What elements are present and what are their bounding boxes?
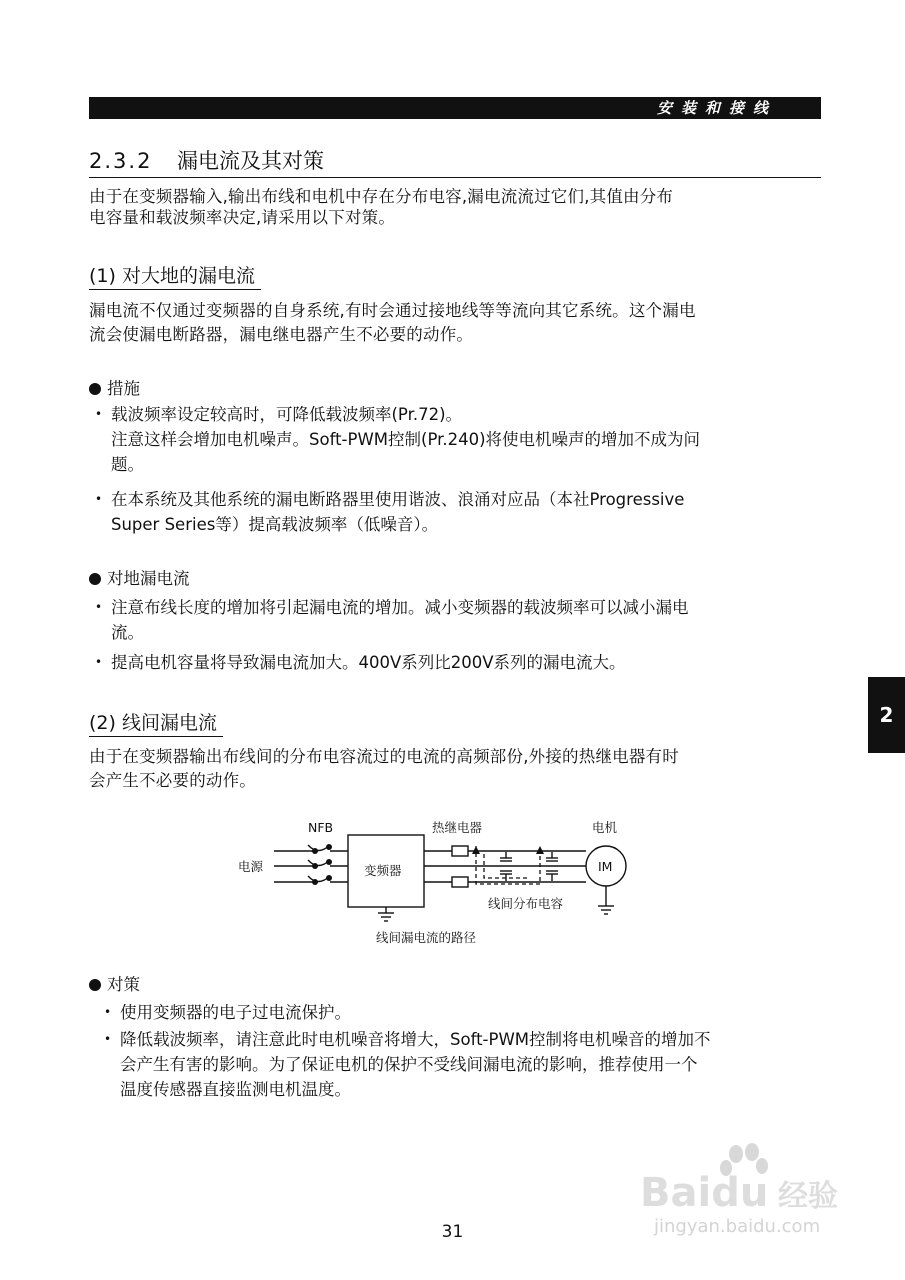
- diagram-capacitance-label: 线间分布电容: [488, 896, 564, 911]
- ground-current-item-1-line-2: 流。: [111, 623, 144, 642]
- bullet-marker: •: [95, 655, 103, 669]
- countermeasures-item-1: [104, 1000, 829, 1025]
- section-heading: 漏电流及其对策: [177, 149, 324, 173]
- section-intro-line-1: 由于在变频器输入,输出布线和电机中存在分布电容,漏电流流过它们,其值由分布: [89, 187, 674, 206]
- line-leak-desc-line-1: 由于在变频器输出布线间的分布电容流过的电流的高频部份,外接的热继电器有时: [89, 747, 679, 766]
- chapter-tab: 2: [868, 677, 905, 753]
- line-leak-desc-line-2: 会产生不必要的动作。: [89, 771, 256, 790]
- ground-current-item-2: [95, 650, 829, 675]
- measures-item-1-line-2: 注意这样会增加电机噪声。Soft-PWM控制(Pr.240)将使电机噪声的增加不成为问: [111, 430, 701, 449]
- ground-leak-desc-line-2: 流会使漏电断路器，漏电继电器产生不必要的动作。: [89, 325, 474, 344]
- section-intro-line-2: 电容量和载波频率决定,请采用以下对策。: [89, 208, 396, 227]
- ground-current-heading: [89, 568, 190, 590]
- watermark-product: 经验: [778, 1179, 838, 1214]
- diagram-relay-label: 热继电器: [432, 820, 483, 835]
- bullet-marker: •: [104, 1005, 112, 1019]
- diagram-source-label: 电源: [238, 859, 264, 874]
- measures-heading: [89, 378, 140, 400]
- bullet-marker: •: [95, 407, 103, 421]
- countermeasures-item-2-line-1: 降低载波频率，请注意此时电机噪音将增大，Soft-PWM控制将电机噪音的增加不: [120, 1030, 711, 1049]
- diagram-caption: 线间漏电流的路径: [376, 930, 477, 945]
- countermeasures-heading: [89, 974, 140, 996]
- line-leak-title: (2) 线间漏电流: [89, 710, 223, 737]
- countermeasures-item-2-line-3: 温度传感器直接监测电机温度。: [120, 1080, 351, 1099]
- header-text: 安装和接线: [656, 99, 777, 117]
- section-number: 2.3.2: [89, 149, 153, 173]
- bullet-marker: •: [95, 600, 103, 614]
- diagram-nfb-label: NFB: [308, 820, 334, 835]
- header-bar: [89, 97, 821, 119]
- ground-current-item-1-line-1: 注意布线长度的增加将引起漏电流的增加。减小变频器的载波频率可以减小漏电: [111, 598, 689, 617]
- bullet-marker: •: [104, 1032, 112, 1046]
- diagram-inverter-label: 变频器: [364, 863, 402, 878]
- bullet-dot-icon: [89, 979, 101, 991]
- measures-item-1-line-1: 载波频率设定较高时，可降低载波频率(Pr.72)。: [111, 405, 463, 424]
- countermeasures-item-2-line-2: 会产生有害的影响。为了保证电机的保护不受线间漏电流的影响，推荐使用一个: [120, 1055, 698, 1074]
- ground-leak-desc-line-1: 漏电流不仅通过变频器的自身系统,有时会通过接地线等等流向其它系统。这个漏电: [89, 301, 696, 320]
- page-number: 31: [441, 1222, 464, 1242]
- measures-item-1: [95, 402, 829, 477]
- ground-leak-title: (1) 对大地的漏电流: [89, 263, 261, 290]
- countermeasures-item-1-line-1: 使用变频器的电子过电流保护。: [120, 1003, 351, 1022]
- watermark-url: jingyan.baidu.com: [654, 1216, 821, 1237]
- countermeasures-item-2: [104, 1027, 829, 1102]
- watermark-brand: Baidu: [640, 1170, 769, 1216]
- section-title: [89, 147, 821, 178]
- countermeasures-heading-label: 对策: [107, 975, 140, 994]
- measures-item-2-line-2: Super Series等）提高载波频率（低噪音）。: [111, 515, 439, 534]
- line-leakage-circuit-diagram: [230, 818, 650, 953]
- diagram-motor-label: 电机: [592, 820, 618, 835]
- ground-current-heading-label: 对地漏电流: [107, 569, 190, 588]
- measures-item-1-line-3: 题。: [111, 455, 144, 474]
- ground-current-item-2-line-1: 提高电机容量将导致漏电流加大。400V系列比200V系列的漏电流大。: [111, 653, 626, 672]
- ground-current-item-1: [95, 595, 829, 645]
- bullet-dot-icon: [89, 383, 101, 395]
- measures-item-2-line-1: 在本系统及其他系统的漏电断路器里使用谐波、浪涌对应品（本社Progressive: [111, 490, 685, 509]
- bullet-marker: •: [95, 492, 103, 506]
- bullet-dot-icon: [89, 573, 101, 585]
- diagram-motor-symbol: IM: [598, 859, 613, 874]
- measures-item-2: [95, 487, 829, 537]
- measures-heading-label: 措施: [107, 379, 140, 398]
